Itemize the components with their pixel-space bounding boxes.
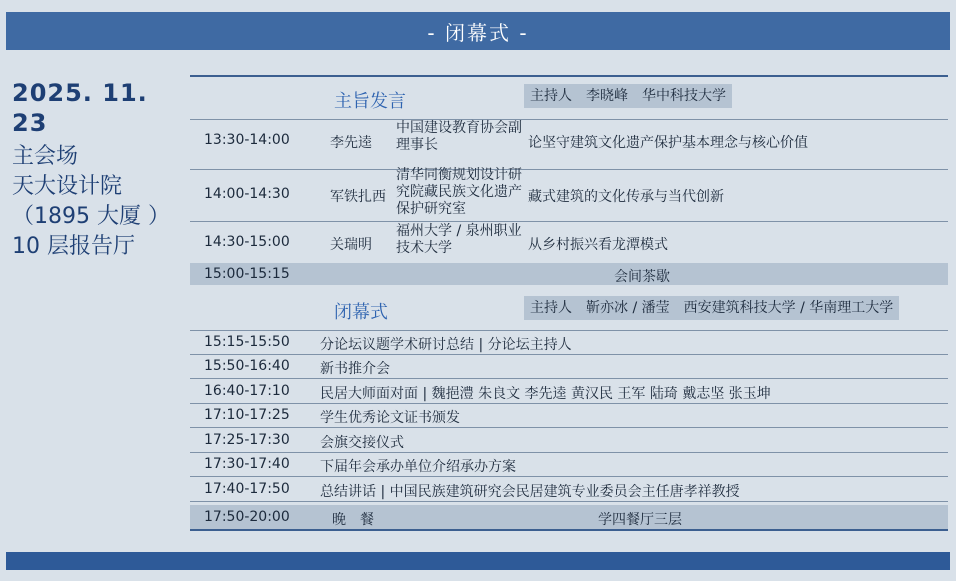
table-row: [190, 119, 948, 169]
dinner-place: 学四餐厅三层: [598, 512, 682, 528]
section-title-keynote: 主旨发言: [334, 91, 406, 112]
row-desc: 总结讲话 | 中国民族建筑研究会民居建筑专业委员会主任唐孝祥教授: [320, 484, 740, 500]
table-row: [190, 331, 948, 354]
row-topic: 从乡村振兴看龙潭模式: [528, 237, 668, 253]
break-row: [190, 263, 948, 285]
break-label: 会间茶歇: [614, 269, 670, 285]
table-row: [190, 169, 948, 221]
row-org: 中国建设教育协会副理事长: [396, 120, 522, 153]
row-org: 福州大学 / 泉州职业技术大学: [396, 223, 522, 256]
table-row: [190, 404, 948, 427]
event-info: [12, 78, 187, 262]
venue-line-3: （1895 大厦 ）: [12, 204, 170, 229]
row-time: 15:00-15:15: [204, 266, 290, 282]
page-title: - 闭幕式 -: [427, 20, 529, 45]
host-keynote: 主持人 李晓峰 华中科技大学: [524, 84, 732, 108]
venue-line-1: 主会场: [12, 144, 79, 169]
row-desc: 会旗交接仪式: [320, 435, 404, 451]
table-row: [190, 477, 948, 501]
row-time: 14:00-14:30: [204, 186, 290, 202]
header-banner: [6, 12, 950, 50]
row-desc: 学生优秀论文证书颁发: [320, 410, 460, 426]
row-time: 15:15-15:50: [204, 334, 290, 350]
row-org: 清华同衡规划设计研究院藏民族文化遗产保护研究室: [396, 167, 522, 217]
event-date: 2025. 11. 23: [12, 79, 148, 137]
row-time: 13:30-14:00: [204, 132, 290, 148]
row-speaker: 关瑞明: [330, 237, 372, 253]
row-speaker: 李先逵: [330, 135, 372, 151]
section-title-closing: 闭幕式: [334, 302, 388, 323]
table-row: [190, 453, 948, 476]
row-desc: 下届年会承办单位介绍承办方案: [320, 459, 516, 475]
dinner-row: [190, 505, 948, 529]
row-topic: 论坚守建筑文化遗产保护基本理念与核心价值: [528, 135, 808, 151]
row-desc: 新书推介会: [320, 361, 390, 377]
footer-band: [6, 552, 950, 570]
row-time: 15:50-16:40: [204, 358, 290, 374]
row-desc: 分论坛议题学术研讨总结 | 分论坛主持人: [320, 337, 572, 353]
divider: [190, 501, 948, 502]
row-topic: 藏式建筑的文化传承与当代创新: [528, 189, 724, 205]
top-rule: [190, 75, 948, 77]
row-time: 17:10-17:25: [204, 407, 290, 423]
host-closing: 主持人 靳亦冰 / 潘莹 西安建筑科技大学 / 华南理工大学: [524, 296, 899, 320]
row-time: 17:25-17:30: [204, 432, 290, 448]
table-row: [190, 221, 948, 263]
dinner-label: 晚 餐: [332, 512, 374, 528]
bottom-rule: [190, 529, 948, 531]
row-time: 17:40-17:50: [204, 481, 290, 497]
row-desc: 民居大师面对面 | 魏挹澧 朱良文 李先逵 黄汉民 王军 陆琦 戴志坚 张玉坤: [320, 386, 771, 402]
table-row: [190, 428, 948, 452]
table-row: [190, 355, 948, 378]
row-time: 17:30-17:40: [204, 456, 290, 472]
venue-line-2: 天大设计院: [12, 174, 123, 199]
venue-line-4: 10 层报告厅: [12, 234, 135, 259]
row-speaker: 军铁扎西: [330, 189, 386, 205]
row-time: 14:30-15:00: [204, 234, 290, 250]
row-time: 17:50-20:00: [204, 509, 290, 525]
row-time: 16:40-17:10: [204, 383, 290, 399]
table-row: [190, 379, 948, 403]
